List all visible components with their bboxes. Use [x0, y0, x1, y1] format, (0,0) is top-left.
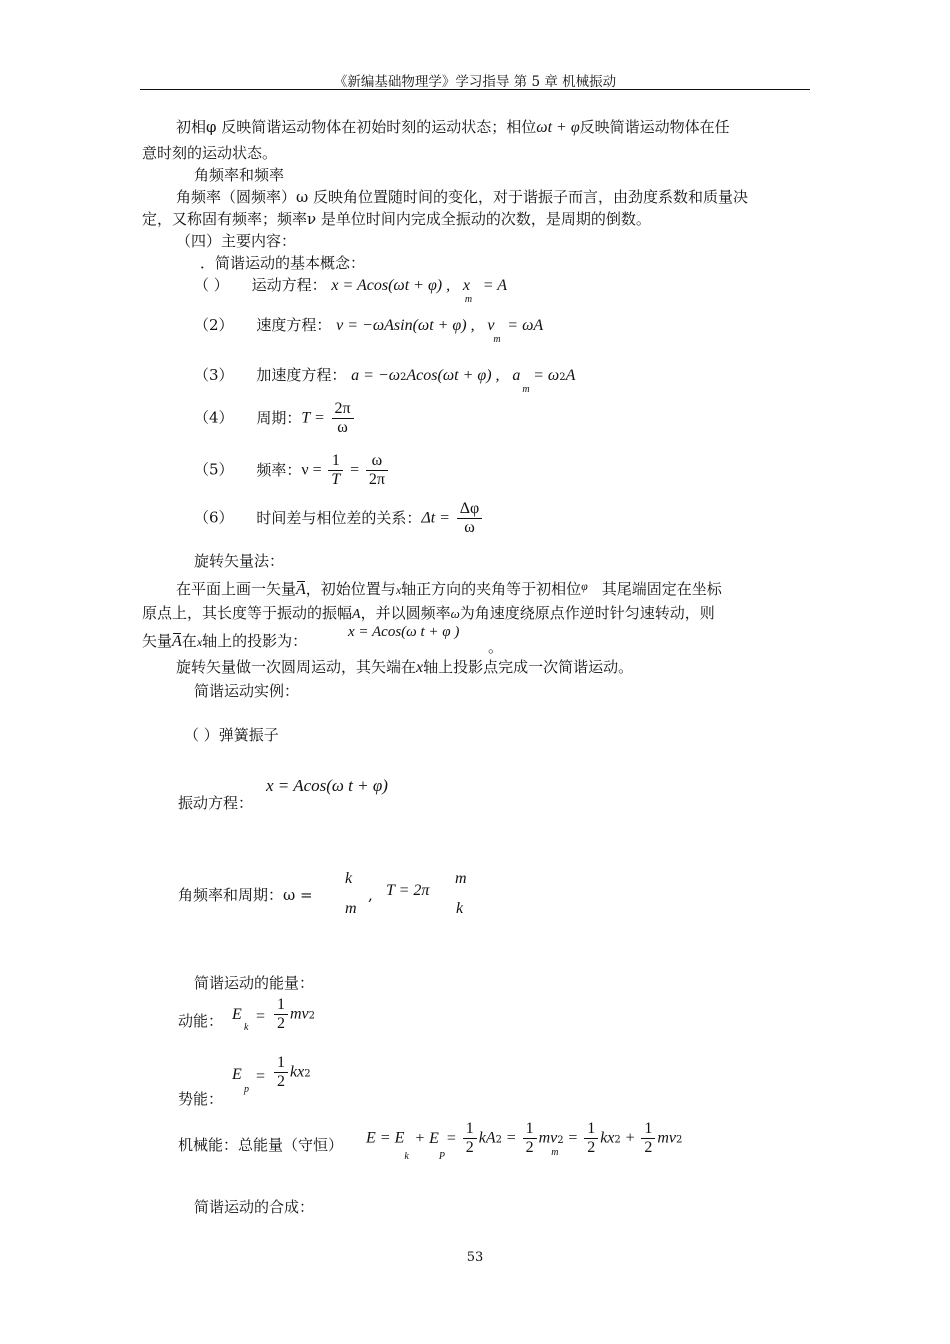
item-number: （3） — [194, 366, 234, 384]
acceleration-equation-a: a = −ω — [351, 367, 401, 384]
sqrt-m: m — [345, 900, 357, 917]
item-4 — [194, 400, 356, 437]
angfreq-comma: , — [368, 886, 373, 904]
acceleration-equation-b: Acos(ωt + φ) , — [406, 367, 500, 384]
rotvec-line3: 矢量A在x轴上的投影为： — [142, 632, 308, 650]
spring-equation-label: 振动方程： — [178, 794, 254, 812]
item-label: 时间差与相位差的关系： — [256, 508, 422, 527]
angfreq-line1: 角频率（圆频率）ω 反映角位置随时间的变化，对于谐振子而言，由劲度系数和质量决 — [176, 188, 749, 206]
kinetic-fraction: $\frac{1}{2}$ mv2 — [272, 996, 315, 1033]
phase-text-a: 初相φ 反映简谐运动物体在初始时刻的运动状态；相位 — [176, 118, 537, 136]
item-6 — [194, 500, 484, 537]
vector-A-2: A — [172, 633, 182, 650]
frequency-equals: = — [350, 461, 360, 479]
velocity-max-symbol: v — [487, 317, 495, 334]
potential-E: E — [232, 1066, 242, 1083]
velocity-max-value: = ωA — [507, 317, 544, 334]
velocity-equation: v = −ωAsin(ωt + φ) , — [336, 317, 475, 334]
potential-label: 势能： — [178, 1090, 224, 1108]
acceleration-exponent: 2 — [400, 372, 407, 383]
spring-equation: x = Acos(ω t + φ) — [266, 776, 388, 795]
velocity-max-subscript: m — [493, 334, 501, 345]
time-diff-fraction: $\frac{\Delta\varphi}{\omega}$ — [457, 500, 483, 537]
acceleration-max-symbol: a — [512, 367, 521, 384]
sqrt-k2: k — [456, 900, 464, 917]
projection-period: 。 — [488, 638, 504, 656]
frequency-fraction-1: $\frac{1}{T}$ — [328, 452, 343, 489]
potential-subscript: p — [244, 1084, 249, 1095]
rotvec-line4: 旋转矢量做一次圆周运动，其矢端在x轴上投影点完成一次简谐运动。 — [176, 658, 634, 676]
energy-heading: 简谐运动的能量： — [194, 974, 315, 992]
acceleration-max-subscript: m — [522, 384, 530, 395]
rotvec-heading: 旋转矢量法： — [194, 552, 285, 570]
main-heading: （四）主要内容： — [176, 232, 297, 250]
item-number: （ ） — [194, 276, 229, 294]
item-label: 加速度方程： — [256, 366, 347, 384]
rotvec-line2: 原点上，其长度等于振动的振幅A，并以圆频率ω为角速度绕原点作逆时针匀速转动，则 — [142, 604, 715, 622]
kinetic-E: E — [232, 1006, 242, 1023]
item-1 — [194, 274, 508, 305]
basic-concepts-heading: ．简谐运动的基本概念： — [200, 254, 366, 272]
projection-equation: x = Acos(ω t + φ ) — [348, 624, 460, 640]
amplitude-symbol: x — [462, 277, 471, 294]
motion-equation: x = Acos(ωt + φ) , — [331, 277, 451, 294]
phase-expression: ωt + φ — [536, 119, 580, 136]
phase-paragraph-line1 — [176, 116, 730, 137]
kinetic-label: 动能： — [178, 1012, 224, 1030]
item-number: （6） — [194, 508, 234, 527]
sqrt-k: k — [345, 870, 353, 887]
item-label: 速度方程： — [256, 316, 332, 334]
kinetic-subscript: k — [244, 1022, 249, 1033]
item-2 — [194, 314, 544, 345]
item-label: 运动方程： — [251, 276, 327, 294]
acceleration-max-end: A — [565, 367, 576, 384]
item-number: （5） — [194, 460, 234, 479]
phase-text-b: 反映简谐运动物体在任 — [579, 118, 730, 136]
header-rule — [140, 89, 810, 90]
acceleration-max-value: = ω — [533, 367, 560, 384]
angfreq-period-label: 角频率和周期：ω = — [178, 886, 313, 904]
mechanical-equation: E = E k + E P = $\frac{1}{2}$ kA2 = $\frac{1}{2}$ mv2 m = $\frac{1}{2}$ kx2 + $\frac{1}{2}$ mv2 — [366, 1120, 683, 1162]
item-number: （2） — [194, 316, 234, 334]
kinetic-equals: = — [256, 1008, 266, 1025]
synthesis-heading: 简谐运动的合成： — [194, 1198, 315, 1216]
acceleration-max-exponent: 2 — [559, 372, 566, 383]
period-lhs: T = — [301, 409, 325, 427]
item-3 — [194, 364, 576, 395]
item-number: （4） — [194, 408, 234, 427]
rotvec-line1: 在平面上画一矢量A，初始位置与x轴正方向的夹角等于初相位$^\varphi$ 其尾端固定在坐标 — [176, 579, 722, 598]
period-fraction: $\frac{2\pi}{\omega}$ — [332, 400, 354, 437]
phase-paragraph-line2: 意时刻的运动状态。 — [142, 144, 278, 162]
amplitude-subscript: m — [464, 294, 473, 305]
angfreq-heading: 角频率和频率 — [194, 166, 285, 184]
item-label: 频率： — [256, 460, 302, 479]
examples-heading: 简谐运动实例： — [194, 682, 300, 700]
frequency-lhs: ν = — [301, 461, 322, 479]
angfreq-line2: 定，又称固有频率；频率ν 是单位时间内完成全振动的次数，是周期的倒数。 — [142, 210, 651, 228]
item-label: 周期： — [256, 408, 302, 427]
page-number: 53 — [466, 1250, 484, 1265]
time-diff-lhs: Δt = — [421, 509, 450, 527]
potential-equals: = — [256, 1068, 266, 1085]
period-formula: T = 2π — [386, 882, 430, 899]
item-5 — [194, 452, 390, 489]
vector-A: A — [296, 581, 306, 598]
mechanical-label: 机械能：总能量（守恒） — [178, 1136, 344, 1154]
frequency-fraction-2: $\frac{\omega}{2\pi}$ — [366, 452, 388, 489]
potential-fraction: $\frac{1}{2}$ kx2 — [272, 1054, 311, 1091]
spring-oscillator-heading: （ ）弹簧振子 — [184, 726, 279, 744]
amplitude-value: = A — [482, 277, 508, 294]
sqrt-m2: m — [455, 870, 467, 887]
running-header: 《新编基础物理学》学习指导 第 5 章 机械振动 — [333, 74, 617, 90]
